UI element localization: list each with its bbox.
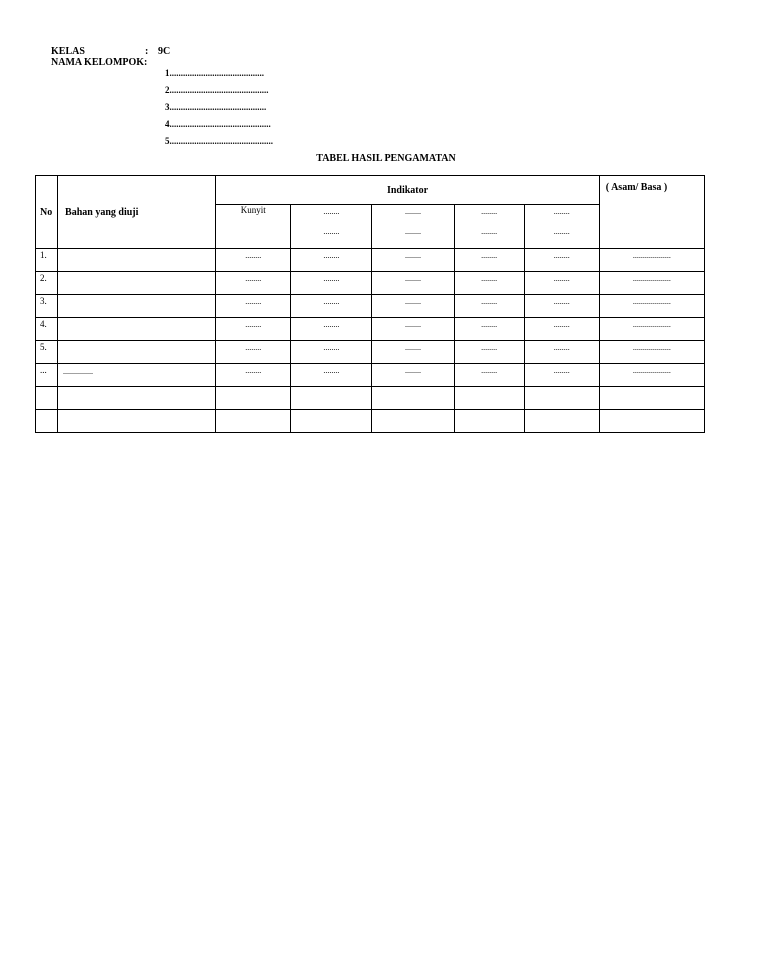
row-indicator-cell[interactable]: ........ [291, 272, 372, 295]
table-row [36, 341, 705, 364]
row-indicator-cell[interactable]: ........ [372, 295, 454, 318]
row-indicator-cell[interactable]: ........ [454, 295, 524, 318]
row-indicator-cell[interactable]: ........ [524, 249, 599, 272]
row-indicator-cell[interactable]: ........ [524, 295, 599, 318]
row-indicator-cell[interactable]: ........ [372, 318, 454, 341]
row-indicator-cell[interactable]: ........ [454, 249, 524, 272]
indicator-label-2: ........ [481, 227, 498, 236]
row-indicator-cell[interactable]: ........ [372, 364, 454, 387]
row-asam-basa-cell[interactable]: ................... [599, 341, 704, 364]
row-asam-basa-cell[interactable]: ................... [599, 272, 704, 295]
row-indicator-cell[interactable]: ........ [372, 249, 454, 272]
row-bahan[interactable] [58, 295, 216, 318]
row-indicator-cell[interactable]: ........ [291, 341, 372, 364]
indicator-cell [372, 205, 454, 249]
header-bahan: Bahan yang diuji [58, 176, 216, 249]
row-indicator-cell[interactable]: ........ [291, 295, 372, 318]
member-line: 3........................................... [165, 102, 267, 112]
row-asam-basa-cell[interactable]: ................... [599, 249, 704, 272]
row-indicator-cell[interactable]: ........ [454, 341, 524, 364]
indicator-cell [524, 205, 599, 249]
row-indicator-cell[interactable]: ........ [454, 318, 524, 341]
row-number [36, 387, 58, 410]
row-asam-basa-cell[interactable]: ................... [599, 364, 704, 387]
indicator-cell [291, 205, 372, 249]
row-indicator-cell[interactable]: ........ [524, 341, 599, 364]
table-row [36, 249, 705, 272]
header-asam-basa: ( Asam/ Basa ) [599, 176, 704, 249]
row-bahan[interactable] [58, 341, 216, 364]
table-row [36, 364, 705, 387]
row-indicator-cell[interactable] [372, 387, 454, 410]
row-asam-basa-cell[interactable] [599, 410, 704, 433]
row-indicator-cell[interactable]: ........ [291, 318, 372, 341]
row-bahan[interactable] [58, 410, 216, 433]
row-indicator-cell[interactable] [291, 387, 372, 410]
indicator-label: Kunyit [240, 205, 266, 215]
row-bahan[interactable]: ............... [58, 364, 216, 387]
row-indicator-cell[interactable]: ........ [216, 272, 291, 295]
table-row [36, 318, 705, 341]
row-indicator-cell[interactable] [524, 410, 599, 433]
row-indicator-cell[interactable]: ........ [291, 364, 372, 387]
row-indicator-cell[interactable]: ........ [216, 295, 291, 318]
indicator-kunyit [216, 205, 291, 249]
member-line: 4............................................. [165, 119, 271, 129]
row-indicator-cell[interactable] [216, 410, 291, 433]
row-indicator-cell[interactable]: ........ [524, 318, 599, 341]
row-indicator-cell[interactable]: ........ [216, 341, 291, 364]
indicator-label: ........ [481, 207, 498, 216]
row-indicator-cell[interactable] [524, 387, 599, 410]
row-indicator-cell[interactable]: ........ [524, 364, 599, 387]
member-line: 2............................................ [165, 85, 269, 95]
row-indicator-cell[interactable]: ........ [216, 318, 291, 341]
table-row [36, 387, 705, 410]
row-asam-basa-cell[interactable]: ................... [599, 295, 704, 318]
row-number [36, 410, 58, 433]
row-indicator-cell[interactable] [454, 410, 524, 433]
row-indicator-cell[interactable] [216, 387, 291, 410]
row-indicator-cell[interactable]: ........ [372, 341, 454, 364]
indicator-label: ........ [405, 207, 422, 216]
row-indicator-cell[interactable] [372, 410, 454, 433]
kelas-colon: : [145, 46, 149, 57]
row-asam-basa-cell[interactable] [599, 387, 704, 410]
row-number: 4. [36, 318, 58, 341]
row-bahan[interactable] [58, 249, 216, 272]
member-line: 5.............................................. [165, 136, 273, 146]
row-indicator-cell[interactable]: ........ [291, 249, 372, 272]
table-row [36, 295, 705, 318]
row-number: 1. [36, 249, 58, 272]
kelas-label: KELAS [51, 46, 85, 57]
nama-kelompok-label: NAMA KELOMPOK: [51, 57, 148, 68]
row-indicator-cell[interactable]: ........ [454, 364, 524, 387]
row-number: 3. [36, 295, 58, 318]
row-bahan[interactable] [58, 387, 216, 410]
table-row [36, 272, 705, 295]
row-indicator-cell[interactable]: ........ [216, 364, 291, 387]
row-number: 2. [36, 272, 58, 295]
indicator-label: ........ [323, 207, 340, 216]
row-indicator-cell[interactable]: ........ [524, 272, 599, 295]
row-indicator-cell[interactable]: ........ [372, 272, 454, 295]
indicator-label-2: ........ [323, 227, 340, 236]
row-indicator-cell[interactable] [291, 410, 372, 433]
header-no: No [36, 176, 58, 249]
indicator-label-2: ........ [405, 227, 422, 236]
member-line: 1.......................................... [165, 68, 264, 78]
observation-table [35, 175, 705, 433]
kelas-value: 9C [158, 46, 171, 57]
indicator-cell [454, 205, 524, 249]
indicator-label-2: ........ [553, 227, 570, 236]
table-title: TABEL HASIL PENGAMATAN [316, 153, 456, 164]
row-indicator-cell[interactable]: ........ [216, 249, 291, 272]
row-number: 5. [36, 341, 58, 364]
row-bahan[interactable] [58, 318, 216, 341]
table-row [36, 410, 705, 433]
row-indicator-cell[interactable] [454, 387, 524, 410]
row-asam-basa-cell[interactable]: ................... [599, 318, 704, 341]
indicator-label: ........ [553, 207, 570, 216]
member-list [165, 68, 273, 153]
row-bahan[interactable] [58, 272, 216, 295]
row-number: ... [36, 364, 58, 387]
header-indikator: Indikator [216, 176, 600, 205]
row-indicator-cell[interactable]: ........ [454, 272, 524, 295]
